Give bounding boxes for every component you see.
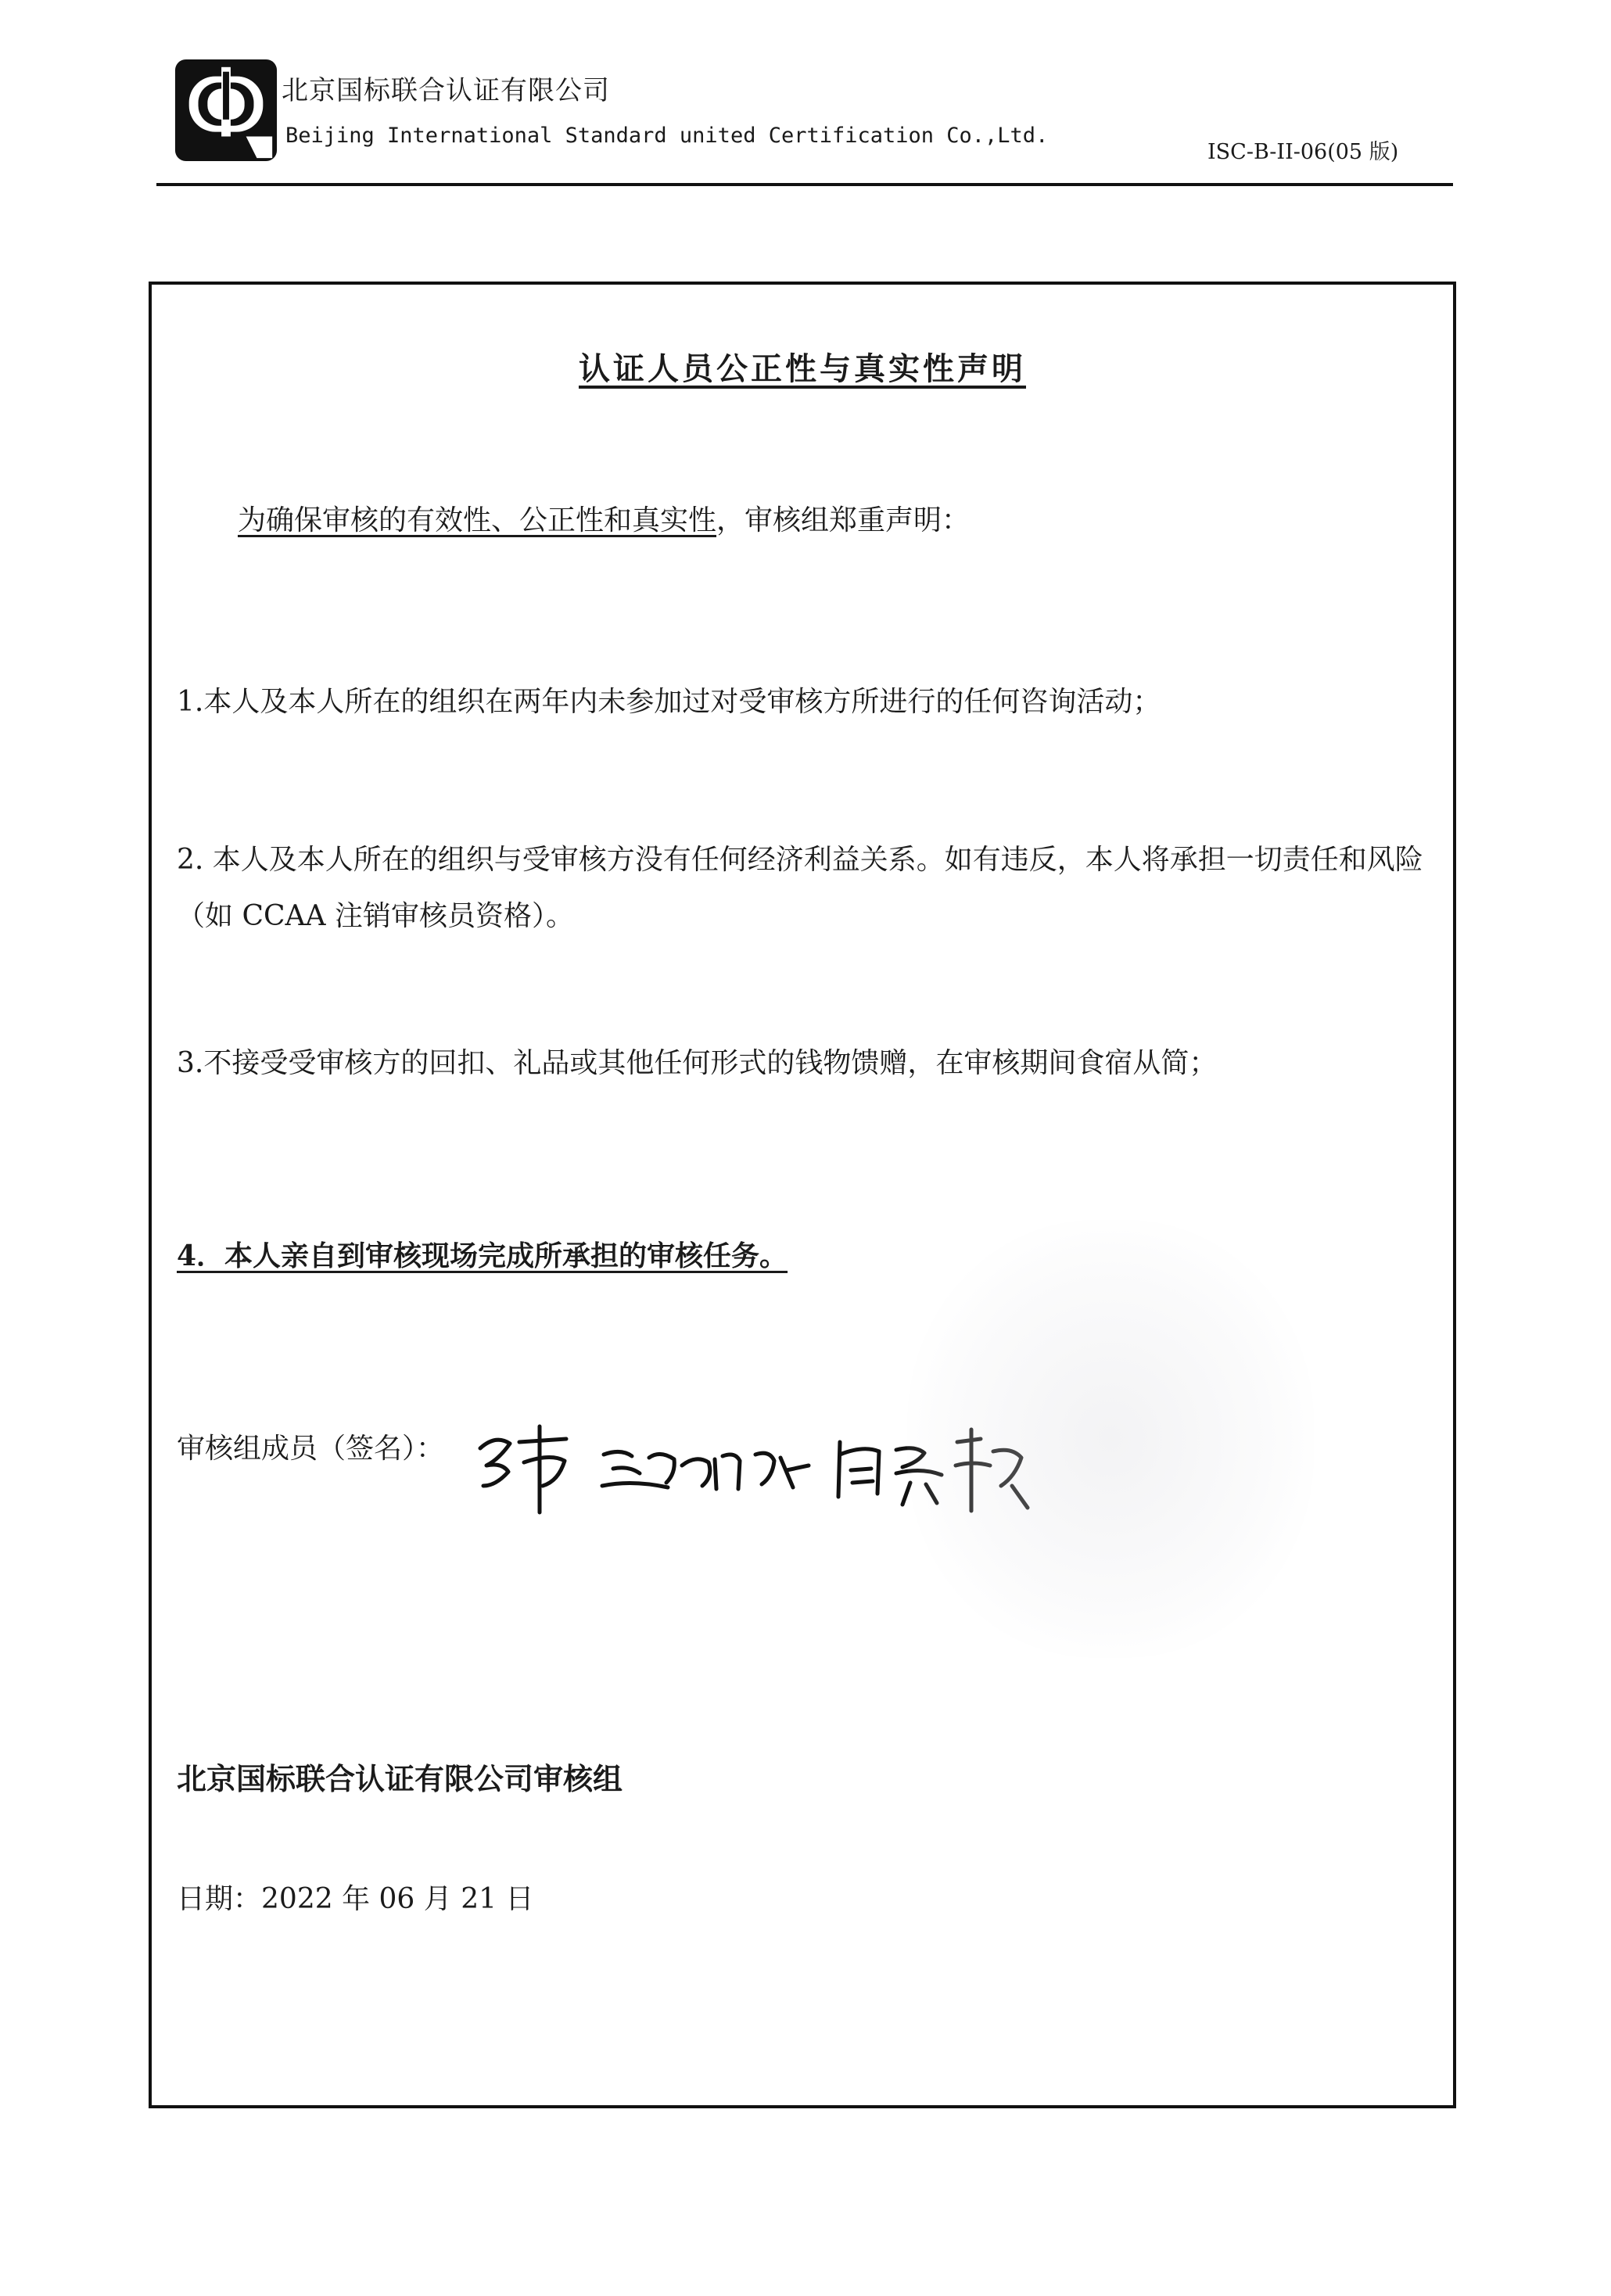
document-title bbox=[152, 344, 1453, 389]
declaration-frame bbox=[149, 282, 1456, 2108]
document-code: ISC-B-II-06(05 版) bbox=[1207, 140, 1399, 164]
letterhead bbox=[156, 52, 1455, 185]
header-divider bbox=[156, 183, 1453, 186]
company-name-chinese: 北京国标联合认证有限公司 bbox=[282, 75, 610, 106]
company-name-english: Beijing International Standard united Certification Co.,Ltd. bbox=[285, 124, 1049, 148]
date-line bbox=[177, 1877, 533, 1917]
audit-group-name: 北京国标联合认证有限公司审核组 bbox=[177, 1762, 623, 1796]
declaration-item-2: 2. 本人及本人所在的组织与受审核方没有任何经济利益关系。如有违反，本人将承担一切责任和风险（如 CCAA 注销审核员资格）。 bbox=[177, 844, 1423, 932]
date-value: 2022 年 06 月 21 日 bbox=[261, 1883, 534, 1915]
intro-paragraph bbox=[238, 493, 1497, 549]
faded-stamp-shadow bbox=[907, 1220, 1314, 1658]
title-text: 认证人员公正性与真实性声明 bbox=[579, 351, 1026, 387]
company-logo-icon bbox=[172, 56, 280, 164]
declaration-item-3: 3.不接受受审核方的回扣、礼品或其他任何形式的钱物馈赠，在审核期间食宿从简； bbox=[177, 1047, 1218, 1079]
declaration-item-1: 1.本人及本人所在的组织在两年内未参加过对受审核方所进行的任何咨询活动； bbox=[177, 686, 1161, 718]
signature-label: 审核组成员（签名）： bbox=[177, 1433, 445, 1465]
item-4-text: 4．本人亲自到审核现场完成所承担的审核任务。 bbox=[177, 1239, 788, 1272]
date-label: 日期： bbox=[177, 1883, 262, 1915]
intro-underlined-text: 为确保审核的有效性、公正性和真实性 bbox=[238, 504, 717, 536]
intro-rest-text: ，审核组郑重声明： bbox=[716, 504, 971, 536]
